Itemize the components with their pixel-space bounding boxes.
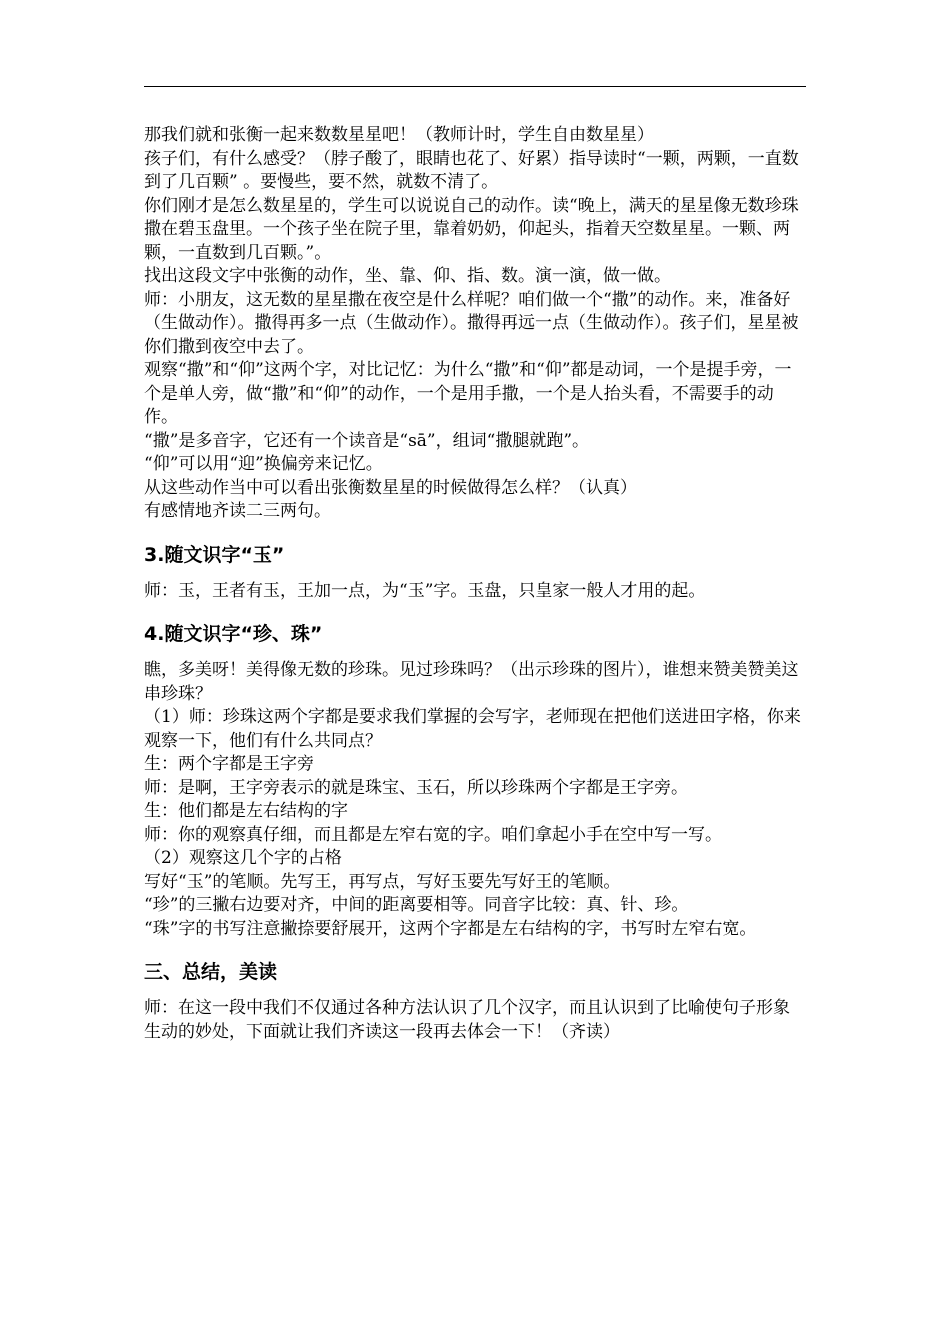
body-paragraph: 有感情地齐读二三两句。 [144,501,331,521]
body-paragraph: 瞧，多美呀！美得像无数的珍珠。见过珍珠吗？（出示珍珠的图片），谁想来赞美赞美这串珍珠？ [144,660,799,704]
section-heading-4: 4.随文识字“珍、珠” [144,623,323,645]
body-paragraph: 孩子们，有什么感受？（脖子酸了，眼睛也花了、好累）指导读时“一颗，两颗，一直数到了几百颗” 。要慢些，要不然，就数不清了。 [144,148,799,192]
body-paragraph: 生：两个字都是王字旁 [144,754,314,774]
header-rule [144,86,806,87]
section-heading-3: 3.随文识字“玉” [144,543,285,566]
body-paragraph: “珍”的三撇右边要对齐，中间的距离要相等。同音字比较：真、针、珍。 [144,895,689,915]
body-paragraph: “仰”可以用“迎”换偏旁来记忆。 [144,454,383,474]
body-paragraph: 师：小朋友，这无数的星星撒在夜空是什么样呢？咱们做一个“撒”的动作。来，准备好（生做动作）。撒得再多一点（生做动作）。撒得再远一点（生做动作）。孩子们，星星被你们撒到夜空中去了。 [144,289,799,357]
body-paragraph: （1）师：珍珠这两个字都是要求我们掌握的会写字，老师现在把他们送进田字格，你来观察一下，他们有什么共同点？ [144,707,801,751]
body-paragraph: “撒”是多音字，它还有一个读音是“sā”，组词“撒腿就跑”。 [144,430,590,451]
document-body [144,124,806,1044]
body-paragraph: 观察“撒”和“仰”这两个字，对比记忆：为什么“撒”和“仰”都是动词，一个是提手旁，一个是单人旁，做“撒”和“仰”的动作，一个是用手撒，一个是人抬头看，不需要手的动作。 [144,360,792,427]
body-paragraph: 生：他们都是左右结构的字 [144,801,348,821]
body-paragraph: 写好“玉”的笔顺。先写王，再写点，写好玉要先写好王的笔顺。 [144,871,621,892]
body-paragraph: 那我们就和张衡一起来数数星星吧！（教师计时，学生自由数星星） [144,125,654,145]
body-paragraph: 师：玉，王者有玉，王加一点，为“玉”字。玉盘，只皇家一般人才用的起。 [144,580,706,601]
body-paragraph: 从这些动作当中可以看出张衡数星星的时候做得怎么样？（认真） [144,477,637,498]
body-paragraph: 找出这段文字中张衡的动作，坐、靠、仰、指、数。演一演，做一做。 [144,266,671,286]
body-paragraph: 师：你的观察真仔细，而且都是左窄右宽的字。咱们拿起小手在空中写一写。 [144,824,722,845]
body-paragraph: “珠”字的书写注意撇捺要舒展开，这两个字都是左右结构的字，书写时左窄右宽。 [144,918,757,939]
body-paragraph: 师：是啊，王字旁表示的就是珠宝、玉石，所以珍珠两个字都是王字旁。 [144,777,688,798]
body-paragraph: （2）观察这几个字的占格 [144,848,342,868]
section-heading-summary: 三、总结，美读 [144,961,278,983]
body-paragraph: 你们刚才是怎么数星星的，学生可以说说自己的动作。读“晚上，满天的星星像无数珍珠撒在碧玉盘里。一个孩子坐在院子里，靠着奶奶，仰起头，指着天空数星星。一颗、两颗，一直数到几百颗。”。 [144,195,799,263]
body-paragraph: 师：在这一段中我们不仅通过各种方法认识了几个汉字，而且认识到了比喻使句子形象生动的妙处，下面就让我们齐读这一段再去体会一下！（齐读） [144,998,790,1042]
